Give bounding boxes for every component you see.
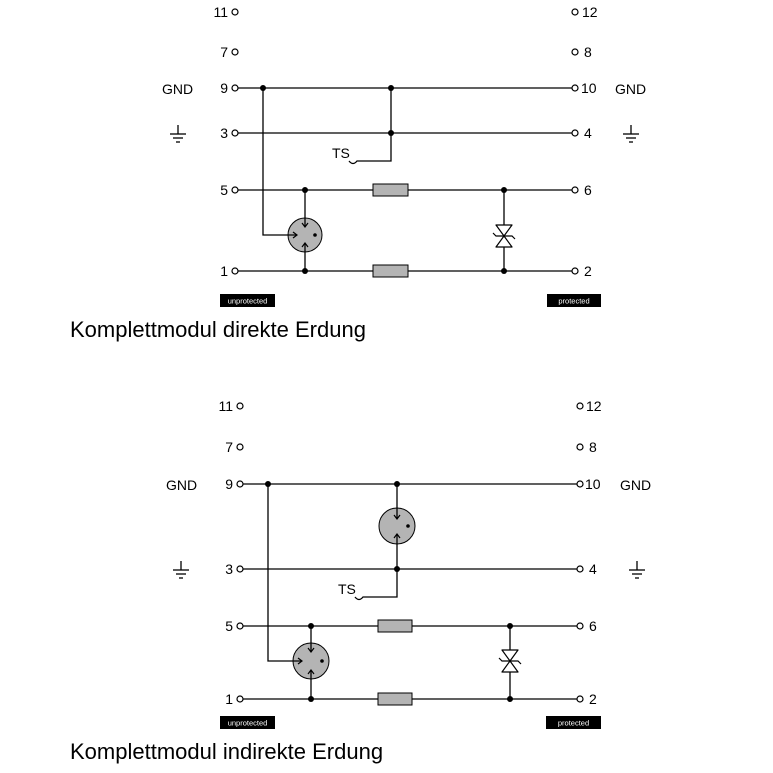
terminal-8 xyxy=(572,49,578,55)
terminal-label-1: 1 xyxy=(220,263,228,279)
terminal-6 xyxy=(577,623,583,629)
gas-discharge-tube xyxy=(379,484,415,569)
ground-icon xyxy=(623,125,639,142)
terminal-label-5: 5 xyxy=(225,618,233,634)
junction-dot xyxy=(388,130,394,136)
junction-dot xyxy=(308,623,314,629)
junction-dot xyxy=(308,696,314,702)
terminal-9 xyxy=(237,481,243,487)
terminal-label-3: 3 xyxy=(225,561,233,577)
gas-discharge-tube xyxy=(288,190,322,271)
terminal-2 xyxy=(572,268,578,274)
diagram-title: Komplettmodul indirekte Erdung xyxy=(70,739,384,764)
junction-dot xyxy=(394,481,400,487)
terminal-label-12: 12 xyxy=(582,4,598,20)
terminal-label-6: 6 xyxy=(584,182,592,198)
terminal-label-8: 8 xyxy=(584,44,592,60)
terminal-4 xyxy=(572,130,578,136)
junction-dot xyxy=(260,85,266,91)
unprotected-badge xyxy=(220,294,275,307)
terminal-label-11: 11 xyxy=(218,398,233,414)
terminal-12 xyxy=(577,403,583,409)
junction-dot xyxy=(394,566,400,572)
junction-dot xyxy=(501,187,507,193)
terminal-label-11: 11 xyxy=(213,4,228,20)
junction-dot xyxy=(507,623,513,629)
protected-label: protected xyxy=(558,296,590,306)
protected-badge xyxy=(547,294,601,307)
terminal-5 xyxy=(237,623,243,629)
junction-dot xyxy=(501,268,507,274)
resistor xyxy=(378,620,412,632)
terminal-label-6: 6 xyxy=(589,618,597,634)
terminal-label-8: 8 xyxy=(589,439,597,455)
terminal-11 xyxy=(237,403,243,409)
gnd-label-right: GND xyxy=(615,81,647,97)
terminal-label-5: 5 xyxy=(220,182,228,198)
terminal-8 xyxy=(577,444,583,450)
terminal-1 xyxy=(232,268,238,274)
terminal-10 xyxy=(572,85,578,91)
ts-label: TS xyxy=(338,581,356,597)
wire-gnd-to-tube xyxy=(263,88,297,235)
unprotected-label: unprotected xyxy=(227,296,268,306)
unprotected-label: unprotected xyxy=(227,718,268,728)
terminal-label-4: 4 xyxy=(584,125,592,141)
gas-discharge-tube xyxy=(293,626,329,699)
terminal-9 xyxy=(232,85,238,91)
terminal-label-1: 1 xyxy=(225,691,233,707)
resistor xyxy=(378,693,412,705)
terminal-2 xyxy=(577,696,583,702)
terminal-label-10: 10 xyxy=(581,80,597,96)
terminal-7 xyxy=(232,49,238,55)
ground-icon xyxy=(629,561,645,578)
terminal-label-9: 9 xyxy=(220,80,228,96)
gnd-label-right: GND xyxy=(620,477,652,493)
terminal-11 xyxy=(232,9,238,15)
resistor xyxy=(373,184,408,196)
terminal-4 xyxy=(577,566,583,572)
terminal-label-7: 7 xyxy=(220,44,228,60)
gnd-label-left: GND xyxy=(162,81,194,97)
junction-dot xyxy=(507,696,513,702)
diagram-direct-grounding xyxy=(70,4,646,342)
terminal-5 xyxy=(232,187,238,193)
junction-dot xyxy=(265,481,271,487)
thermal-switch xyxy=(355,569,397,600)
terminal-label-10: 10 xyxy=(585,476,601,492)
thermal-switch xyxy=(349,88,391,164)
terminal-label-3: 3 xyxy=(220,125,228,141)
resistor xyxy=(373,265,408,277)
terminal-label-2: 2 xyxy=(589,691,597,707)
terminal-1 xyxy=(237,696,243,702)
terminal-7 xyxy=(237,444,243,450)
ground-icon xyxy=(173,561,189,578)
diagram-title: Komplettmodul direkte Erdung xyxy=(70,317,366,342)
junction-dot xyxy=(302,187,308,193)
terminal-3 xyxy=(232,130,238,136)
junction-dot xyxy=(388,85,394,91)
ground-icon xyxy=(170,125,186,142)
junction-dot xyxy=(302,268,308,274)
terminal-6 xyxy=(572,187,578,193)
terminal-label-9: 9 xyxy=(225,476,233,492)
tvs-diode xyxy=(493,190,515,271)
protected-badge xyxy=(546,716,601,729)
diagram-indirect-grounding xyxy=(70,398,651,764)
terminal-10 xyxy=(577,481,583,487)
ts-label: TS xyxy=(332,145,350,161)
terminal-label-7: 7 xyxy=(225,439,233,455)
terminal-label-4: 4 xyxy=(589,561,597,577)
terminal-label-2: 2 xyxy=(584,263,592,279)
protected-label: protected xyxy=(557,718,590,728)
gnd-label-left: GND xyxy=(166,477,198,493)
terminal-label-12: 12 xyxy=(586,398,602,414)
terminal-12 xyxy=(572,9,578,15)
tvs-diode xyxy=(499,626,521,699)
terminal-3 xyxy=(237,566,243,572)
unprotected-badge xyxy=(220,716,275,729)
wire-gnd-to-tube xyxy=(268,484,302,661)
